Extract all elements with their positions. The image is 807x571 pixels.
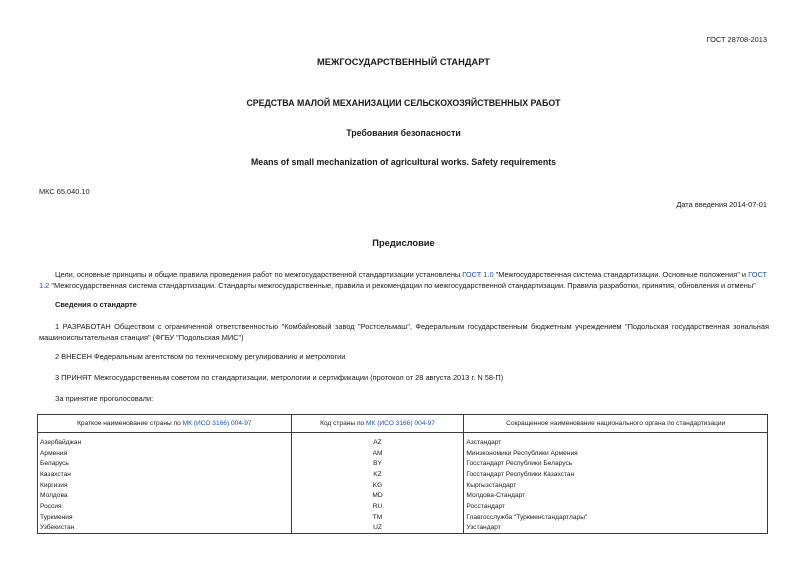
document-title: СРЕДСТВА МАЛОЙ МЕХАНИЗАЦИИ СЕЛЬСКОХОЗЯЙСТВЕННЫХ РАБОТ (246, 98, 561, 108)
country-cell: Киргизия (38, 480, 292, 491)
column-header-country-text: Краткое наименование страны по (77, 420, 183, 427)
body-cell: Минэкономики Республики Армения (464, 448, 768, 459)
country-cell: Узбекистан (38, 523, 292, 534)
country-cell: Россия (38, 501, 292, 512)
country-cell: Беларусь (38, 458, 292, 469)
preface-text-a: Цели, основные принципы и общие правила проведения работ по межгосударственной стандартизации установлены (55, 270, 463, 279)
gost-1-0-link[interactable]: ГОСТ 1.0 (462, 270, 494, 279)
mk-iso-link[interactable]: МК (ИСО 3166) 004-97 (366, 420, 435, 427)
introduced-by-item: 2 ВНЕСЕН Федеральным агентством по техническому регулированию и метрологии (55, 352, 346, 361)
body-cell: Кыргызстандарт (464, 480, 768, 491)
table-row (38, 512, 768, 523)
table-row (38, 480, 768, 491)
countries-table (37, 414, 768, 534)
code-cell: UZ (291, 523, 464, 534)
column-header-body: Сокращенное наименование национального органа по стандартизации (464, 415, 768, 433)
gost-1-2-link[interactable]: ГОСТ 1.2 (39, 270, 768, 290)
country-cell: Туркмения (38, 512, 292, 523)
body-cell: Росстандарт (464, 501, 768, 512)
preface-text-c: "Межгосударственная система стандартизации. Стандарты межгосударственные, правила и рекомендации по межгосударственной стандартизации. Правила разработки, принятия, обновления и отмены" (49, 280, 756, 290)
document-subtitle: Требования безопасности (346, 128, 461, 138)
code-cell: KZ (291, 469, 464, 480)
body-cell: Узстандарт (464, 523, 768, 534)
country-cell: Армения (38, 448, 292, 459)
table-row (38, 469, 768, 480)
standard-info-heading: Сведения о стандарте (55, 300, 137, 309)
table-row (38, 523, 768, 534)
body-cell: Главгосслужба "Туркменстандартлары" (464, 512, 768, 523)
country-cell: Азербайджан (38, 433, 292, 448)
preface-heading: Предисловие (372, 238, 435, 248)
main-title: МЕЖГОСУДАРСТВЕННЫЙ СТАНДАРТ (317, 57, 490, 67)
adopted-by-item: 3 ПРИНЯТ Межгосударственным советом по стандартизации, метрологии и сертификации (протокол от 28 августа 2013 г. N 58-П) (55, 373, 504, 382)
preface-text-b: "Межгосударственная система стандартизации. Основные положения" и (493, 270, 749, 279)
column-header-country (38, 415, 292, 433)
body-cell: Азстандарт (464, 433, 768, 448)
document-code: ГОСТ 28708-2013 (706, 35, 767, 44)
table-row (38, 448, 768, 459)
code-cell: TM (291, 512, 464, 523)
column-header-code (291, 415, 464, 433)
voted-label: За принятие проголосовали: (55, 394, 154, 403)
effective-date: Дата введения 2014-07-01 (676, 200, 767, 209)
body-cell: Молдова-Стандарт (464, 490, 768, 501)
country-cell: Казахстан (38, 469, 292, 480)
table-row (38, 458, 768, 469)
mks-code: МКС 65.040.10 (39, 187, 90, 196)
code-cell: MD (291, 490, 464, 501)
code-cell: AM (291, 448, 464, 459)
code-cell: BY (291, 458, 464, 469)
code-cell: AZ (291, 433, 464, 448)
body-cell: Госстандарт Республики Казахстан (464, 469, 768, 480)
code-cell: KG (291, 480, 464, 491)
body-cell: Госстандарт Республики Беларусь (464, 458, 768, 469)
table-row (38, 490, 768, 501)
document-title-en: Means of small mechanization of agricultural works. Safety requirements (250, 157, 557, 167)
mk-iso-link[interactable]: МК (ИСО 3166) 004-97 (182, 420, 252, 427)
table-row (38, 501, 768, 512)
code-cell: RU (291, 501, 464, 512)
country-cell: Молдова (38, 490, 292, 501)
preface-paragraph (39, 270, 769, 291)
table-row (38, 433, 768, 448)
column-header-code-text: Код страны по (320, 420, 367, 427)
developed-by-item: 1 РАЗРАБОТАН Обществом с ограниченной ответственностью "Комбайновый завод "Ростсельмаш", Федеральным государственным бюджетным учреждением "Подольская государственная зональная машиноиспытательная станция" (ФГБУ "Подольская МИС") (39, 322, 769, 342)
